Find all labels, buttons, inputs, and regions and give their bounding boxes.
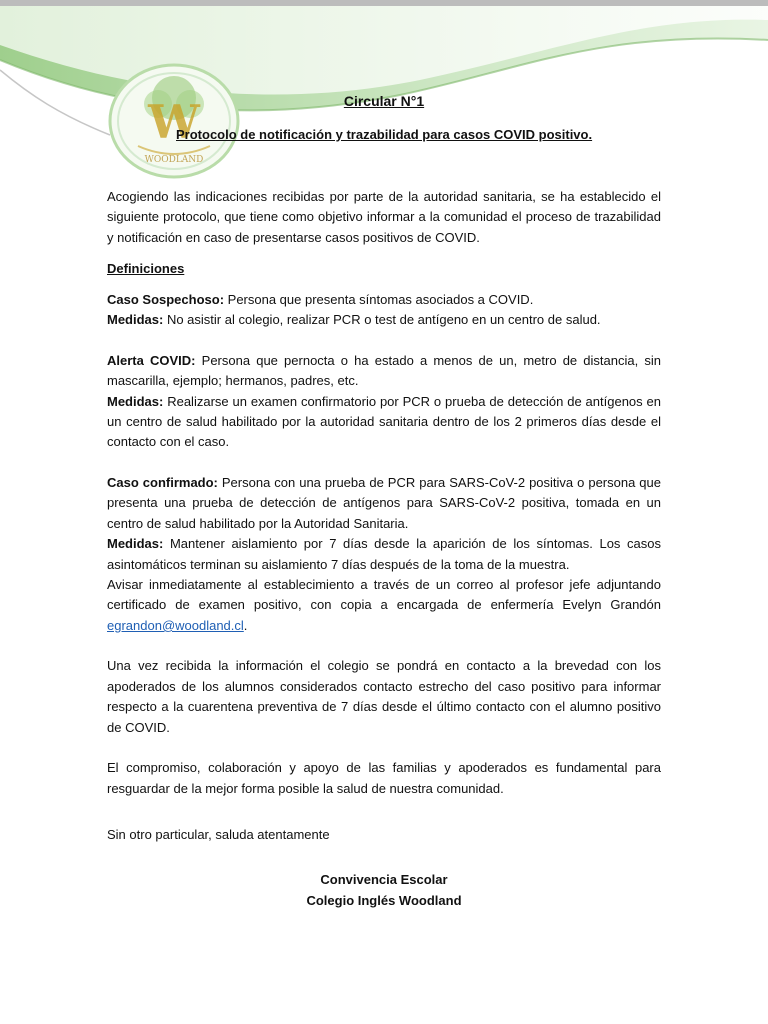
definition-term: Alerta COVID: <box>107 352 196 368</box>
page-title: Circular N°1 <box>343 93 425 109</box>
definition-text: Persona que pernocta o ha estado a menos de un, metro de distancia, sin mascarilla, ejemplo; hermanos, padres, etc. <box>107 352 661 389</box>
notify-paragraph <box>107 575 661 636</box>
definition-term: Caso Sospechoso: <box>107 291 225 307</box>
definition-confirmed <box>107 473 661 534</box>
notify-text: Avisar inmediatamente al establecimiento a través de un correo al profesor jefe adjuntando certificado de examen positivo, con copia a encargada de enfermería Evelyn Grandón <box>107 577 661 613</box>
definition-suspect <box>107 290 661 310</box>
contact-paragraph: Una vez recibida la información el colegio se pondrá en contacto a la brevedad con los apoderados de los alumnos considerados contacto estrecho del caso positivo para informar respecto a la cuarentena preventiva de 7 días desde el último contacto con el alumno positivo de COVID. <box>107 658 661 735</box>
email-link[interactable]: egrandon@woodland.cl <box>107 617 244 633</box>
definition-term: Caso confirmado: <box>107 475 218 491</box>
page-subtitle: Protocolo de notificación y trazabilidad para casos COVID positivo. <box>176 127 593 142</box>
woodland-logo <box>106 62 242 180</box>
definitions-heading: Definiciones <box>107 260 185 276</box>
signature-department: Convivencia Escolar <box>320 872 448 887</box>
measure-confirmed <box>107 534 661 575</box>
commitment-paragraph: El compromiso, colaboración y apoyo de las familias y apoderados es fundamental para resguardar de la mejor forma posible la salud de nuestra comunidad. <box>107 760 661 796</box>
signature-school: Colegio Inglés Woodland <box>306 893 462 908</box>
definition-text: Persona que presenta síntomas asociados a COVID. <box>224 291 534 307</box>
measure-text: Mantener aislamiento por 7 días desde la aparición de los síntomas. Los casos asintomáticos terminan su aislamiento 7 días después de la toma de la muestra. <box>107 536 661 572</box>
notify-end: . <box>243 617 248 633</box>
closing-line: Sin otro particular, saluda atentamente <box>107 827 330 842</box>
definition-alert <box>107 351 661 392</box>
signature-block <box>0 869 768 911</box>
measure-text: Realizarse un examen confirmatorio por PCR o prueba de detección de antígenos en un centro de salud habilitado por la autoridad sanitaria dentro de los 2 primeros días desde el contacto con el caso. <box>107 393 661 450</box>
circular-body <box>107 187 661 799</box>
svg-text:WOODLAND: WOODLAND <box>144 155 204 165</box>
measure-label: Medidas: <box>107 393 164 409</box>
measure-label: Medidas: <box>107 312 164 328</box>
measure-text: No asistir al colegio, realizar PCR o test de antígeno en un centro de salud. <box>163 312 601 328</box>
svg-text:W: W <box>148 95 200 149</box>
definition-text: Persona con una prueba de PCR para SARS-CoV-2 positiva o persona que presenta una prueba de detección de antígenos para SARS-CoV-2 positiva, tomada en un centro de salud habilitado por la Autoridad Sanitaria. <box>107 475 662 531</box>
measure-suspect <box>107 310 661 330</box>
intro-paragraph: Acogiendo las indicaciones recibidas por parte de la autoridad sanitaria, se ha establecido el siguiente protocolo, que tiene como objetivo informar a la comunidad el proceso de trazabilidad y notificación en caso de presentarse casos positivos de COVID. <box>107 189 661 245</box>
measure-label: Medidas: <box>107 536 164 552</box>
measure-alert <box>107 392 661 453</box>
